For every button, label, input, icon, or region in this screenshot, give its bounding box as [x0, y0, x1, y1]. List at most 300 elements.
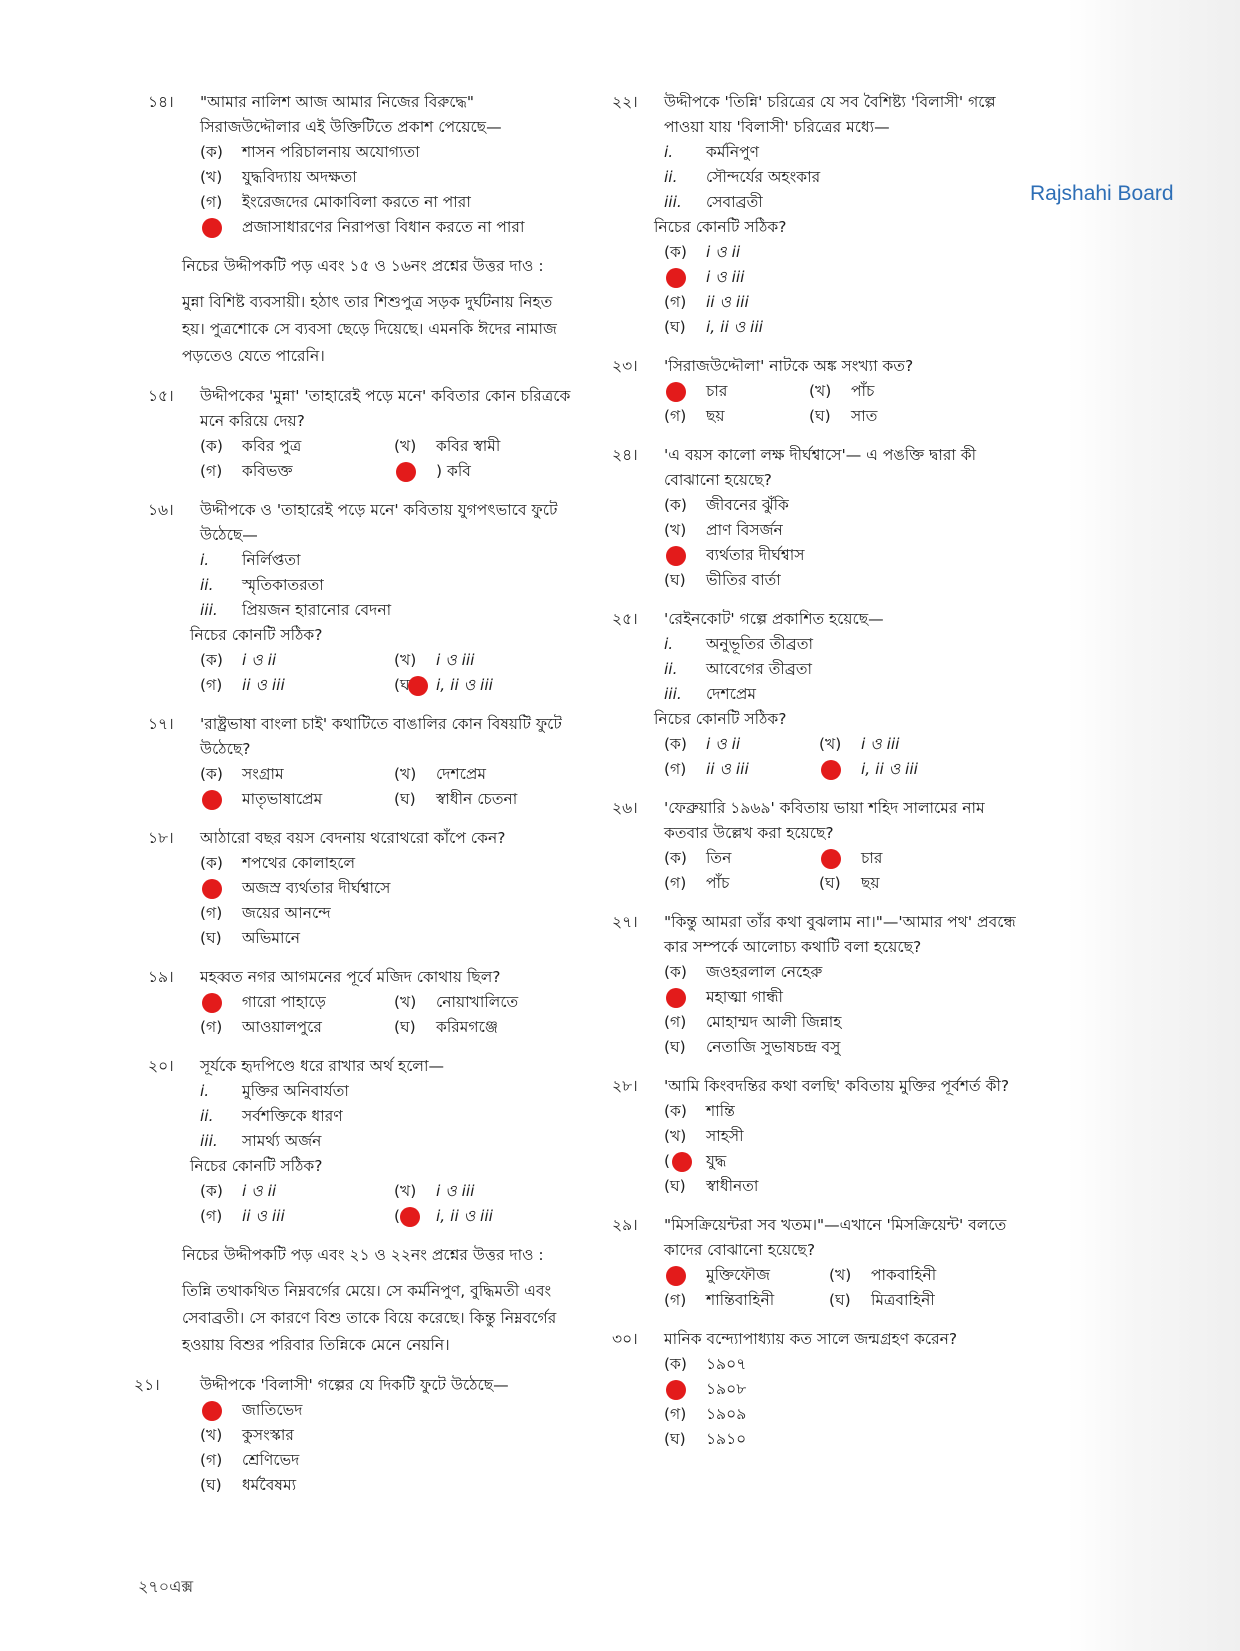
option-label: (ক)	[664, 735, 687, 753]
roman-text: স্মৃতিকাতরতা	[242, 576, 324, 594]
option-label: (ঘ)	[664, 1177, 686, 1195]
option-label: (ক)	[664, 963, 687, 981]
option-text: i ও iii	[861, 735, 900, 753]
option-text: ১৯১০	[706, 1430, 747, 1448]
option-marked[interactable]	[664, 1263, 819, 1288]
option-label: (ক)	[200, 143, 223, 161]
option-text: ii ও iii	[242, 676, 285, 694]
option-text: সংগ্রাম	[242, 765, 284, 783]
option-text: কবির পুত্র	[242, 437, 302, 455]
question-20	[148, 1054, 578, 1229]
answer-mark-dot	[666, 988, 686, 1008]
option-text: সাহসী	[706, 1127, 744, 1145]
roman-item	[664, 140, 1052, 165]
option-label: (ঘ)	[809, 407, 831, 425]
option-text: গারো পাহাড়ে	[242, 993, 326, 1011]
option[interactable]	[664, 315, 1052, 340]
question-text: "মিসক্রিয়েন্টরা সব খতম।"—এখানে 'মিসক্রিয়েন্ট' বলতে কাদের বোঝানো হয়েছে?	[664, 1216, 1007, 1259]
option-label: (গ)	[664, 293, 687, 311]
question-text: আঠারো বছর বয়স বেদনায় থরোথরো কাঁপে কেন?	[200, 829, 506, 847]
roman-label: i.	[664, 143, 674, 161]
option-text: করিমগঞ্জে	[436, 1018, 499, 1036]
option-label: (ঘ)	[664, 1430, 686, 1448]
question-17	[148, 712, 578, 812]
option[interactable]	[200, 459, 384, 484]
option-text: তিন	[706, 849, 732, 867]
option[interactable]	[664, 732, 809, 757]
option-text: ১৯০৯	[706, 1405, 747, 1423]
option-text: মোহাম্মদ আলী জিন্নাহ	[706, 1013, 842, 1031]
option[interactable]	[394, 1179, 578, 1204]
question-number: ২৮।	[612, 1077, 638, 1095]
option-text: ইংরেজদের মোকাবিলা করতে না পারা	[242, 193, 471, 211]
option-text: মুক্তিফৌজ	[706, 1266, 770, 1284]
roman-label: iii.	[664, 193, 682, 211]
option[interactable]	[200, 926, 578, 951]
option-text: শান্তিবাহিনী	[706, 1291, 775, 1309]
option-label: (গ)	[200, 1451, 223, 1469]
option-text: জাতিভেদ	[242, 1401, 303, 1419]
question-26	[612, 796, 1052, 896]
question-24	[612, 443, 1052, 593]
question-18	[148, 826, 578, 951]
option-label: (গ)	[664, 1291, 687, 1309]
board-label: Rajshahi Board	[1030, 182, 1174, 205]
option-text: মাতৃভাষাপ্রেম	[242, 790, 323, 808]
option-label: (খ)	[819, 735, 842, 753]
option-label: (গ)	[200, 1207, 223, 1225]
question-14	[148, 90, 578, 240]
option-text: ii ও iii	[706, 293, 749, 311]
option[interactable]	[664, 1035, 1052, 1060]
option-text: ভীতির বার্তা	[706, 571, 781, 589]
option-label: (খ)	[394, 437, 417, 455]
roman-text: কর্মনিপুণ	[706, 143, 760, 161]
option-label: (খ)	[394, 651, 417, 669]
option[interactable]	[200, 1473, 578, 1498]
question-30	[612, 1327, 1052, 1452]
option-text: জয়ের আনন্দে	[242, 904, 331, 922]
option-label: (ঘ)	[394, 790, 416, 808]
option-text: যুদ্ধ	[706, 1152, 727, 1170]
option-text: i, ii ও iii	[706, 318, 763, 336]
roman-item	[664, 682, 1052, 707]
option-marked[interactable]	[819, 846, 964, 871]
answer-mark-dot	[396, 462, 416, 482]
option-label: (	[664, 1152, 671, 1170]
option[interactable]	[819, 871, 964, 896]
option-label: (গ)	[664, 874, 687, 892]
answer-mark-dot	[202, 879, 222, 899]
option-label: (খ)	[664, 521, 687, 539]
option-marked[interactable]	[200, 215, 578, 240]
option-label: (ক)	[200, 1182, 223, 1200]
question-text: 'রাষ্ট্রভাষা বাংলা চাই' কথাটিতে বাঙালির কোন বিষয়টি ফুটে উঠেছে?	[200, 715, 562, 758]
option[interactable]	[394, 648, 578, 673]
option-text: পাকবাহিনী	[871, 1266, 937, 1284]
option-text: ) কবি	[436, 462, 471, 480]
option-text: অভিমানে	[242, 929, 300, 947]
answer-mark-dot	[666, 268, 686, 288]
question-number: ২৭।	[612, 913, 638, 931]
answer-mark-dot	[821, 849, 841, 869]
option-text: আওয়ালপুরে	[242, 1018, 322, 1036]
option-text: i, ii ও iii	[436, 676, 493, 694]
option-marked[interactable]	[819, 757, 964, 782]
option-text: কবিভক্ত	[242, 462, 293, 480]
option-marked[interactable]	[394, 459, 578, 484]
roman-text: সর্বশক্তিকে ধারণ	[242, 1107, 343, 1125]
roman-text: নির্লিপ্ততা	[242, 551, 301, 569]
option-marked[interactable]	[394, 1204, 578, 1229]
option[interactable]	[664, 290, 1052, 315]
question-text: সূর্যকে হৃদপিণ্ডে ধরে রাখার অর্থ হলো—	[200, 1057, 444, 1075]
option-label: (ঘ)	[664, 318, 686, 336]
roman-label: ii.	[200, 1107, 214, 1125]
option-label: (ক)	[664, 1102, 687, 1120]
option-text: ১৯০৮	[706, 1380, 747, 1398]
roman-item	[200, 573, 578, 598]
option-text: জওহরলাল নেহেরু	[706, 963, 823, 981]
option-marked[interactable]	[664, 543, 1052, 568]
option-text: প্রাণ বিসর্জন	[706, 521, 783, 539]
roman-item	[664, 190, 1052, 215]
option-text: ১৯০৭	[706, 1355, 747, 1373]
question-23	[612, 354, 1052, 429]
option-text: i, ii ও iii	[436, 1207, 493, 1225]
option-label: (খ)	[200, 1426, 223, 1444]
option[interactable]	[200, 901, 578, 926]
answer-mark-dot	[672, 1152, 692, 1172]
option-text: জীবনের ঝুঁকি	[706, 496, 789, 514]
roman-text: আবেগের তীব্রতা	[706, 660, 812, 678]
question-number: ২৯।	[612, 1216, 638, 1234]
option-marked[interactable]	[664, 265, 1052, 290]
answer-mark-dot	[408, 676, 428, 696]
option-label: (গ)	[200, 904, 223, 922]
option-label: (ক)	[200, 765, 223, 783]
option[interactable]	[200, 851, 578, 876]
roman-item	[664, 657, 1052, 682]
option[interactable]	[664, 1288, 819, 1313]
option[interactable]	[829, 1263, 984, 1288]
option[interactable]	[394, 787, 578, 812]
option-text: i ও ii	[242, 651, 277, 669]
option-label: (ক)	[664, 849, 687, 867]
question-number: ২৫।	[612, 610, 638, 628]
question-text: উদ্দীপকে 'বিলাসী' গল্পের যে দিকটি ফুটে উঠেছে—	[200, 1376, 509, 1394]
roman-label: iii.	[200, 601, 218, 619]
option[interactable]	[200, 1204, 384, 1229]
instruction: নিচের উদ্দীপকটি পড় এবং ১৫ ও ১৬নং প্রশ্নের উত্তর দাও :	[182, 257, 544, 275]
answer-mark-dot	[821, 760, 841, 780]
option-text: নেতাজি সুভাষচন্দ্র বসু	[706, 1038, 841, 1056]
option-text: মিত্রবাহিনী	[871, 1291, 935, 1309]
roman-label: ii.	[200, 576, 214, 594]
question-text: উদ্দীপকে 'তিন্নি' চরিত্রের যে সব বৈশিষ্ট্য 'বিলাসী' গল্পে পাওয়া যায় 'বিলাসী' চরিত্রের মধ্যে—	[664, 93, 996, 136]
option[interactable]	[200, 1448, 578, 1473]
question-text: মানিক বন্দ্যোপাধ্যায় কত সালে জন্মগ্রহণ করেন?	[664, 1330, 958, 1348]
option[interactable]	[664, 871, 809, 896]
option-label: (ঘ)	[829, 1291, 851, 1309]
question-number: ১৯।	[148, 968, 174, 986]
roman-text: অনুভূতির তীব্রতা	[706, 635, 813, 653]
option-label: (খ)	[394, 1182, 417, 1200]
question-15	[148, 384, 578, 484]
option-label: (গ)	[664, 1405, 687, 1423]
option-label: (গ)	[664, 760, 687, 778]
stimulus: মুন্না বিশিষ্ট ব্যবসায়ী। হঠাৎ তার শিশুপুত্র সড়ক দুর্ঘটনায় নিহত হয়। পুত্রশোকে সে ব্যবসা ছেড়ে দিয়েছে। এমনকি ঈদের নামাজ পড়তেও যেতে পারেনি।	[182, 293, 557, 365]
option-label: (গ)	[664, 1013, 687, 1031]
option-text: i ও ii	[706, 243, 741, 261]
option-text: ii ও iii	[706, 760, 749, 778]
question-text: 'ফেব্রুয়ারি ১৯৬৯' কবিতায় ভায়া শহিদ সালামের নাম কতবার উল্লেখ করা হয়েছে?	[664, 799, 985, 842]
option-text: শাসন পরিচালনায় অযোগ্যতা	[242, 143, 420, 161]
option-text: i ও iii	[706, 268, 745, 286]
stimulus: তিন্নি তথাকথিত নিম্নবর্গের মেয়ে। সে কর্মনিপুণ, বুদ্ধিমতী এবং সেবাব্রতী। সে কারণে বিশু তাকে বিয়ে করেছে। কিন্তু নিম্নবর্গের হওয়ায় বিশুর পরিবার তিন্নিকে মেনে নেয়নি।	[182, 1282, 557, 1354]
option-label: (খ)	[664, 1127, 687, 1145]
question-text: উদ্দীপকে ও 'তাহারেই পড়ে মনে' কবিতায় যুগপৎভাবে ফুটে উঠেছে—	[200, 501, 558, 544]
option[interactable]	[394, 434, 578, 459]
option-marked[interactable]	[664, 379, 799, 404]
option[interactable]	[664, 518, 1052, 543]
roman-text: প্রিয়জন হারানোর বেদনা	[242, 601, 392, 619]
option[interactable]	[664, 960, 1052, 985]
option-text: সাত	[851, 407, 878, 425]
roman-item	[200, 1079, 578, 1104]
option-label: (ঘ)	[394, 1018, 416, 1036]
right-column	[612, 90, 1052, 1466]
option[interactable]	[200, 648, 384, 673]
option-text: দেশপ্রেম	[436, 765, 487, 783]
option-text: শপথের কোলাহলে	[242, 854, 356, 872]
option[interactable]	[200, 1015, 384, 1040]
question-text: "কিন্তু আমরা তাঁর কথা বুঝলাম না।"—'আমার পথ' প্রবন্ধে কার সম্পর্কে আলোচ্য কথাটি বলা হয়েছে?	[664, 913, 1016, 956]
instruction: নিচের উদ্দীপকটি পড় এবং ২১ ও ২২নং প্রশ্নের উত্তর দাও :	[182, 1246, 544, 1264]
option[interactable]	[200, 165, 578, 190]
option-text: অজস্র ব্যর্থতার দীর্ঘশ্বাসে	[242, 879, 391, 897]
option[interactable]	[809, 404, 944, 429]
roman-text: মুক্তির অনিবার্যতা	[242, 1082, 349, 1100]
option-text: চার	[861, 849, 883, 867]
roman-label: iii.	[200, 1132, 218, 1150]
option-marked[interactable]	[200, 1398, 578, 1423]
option-text: i ও iii	[436, 1182, 475, 1200]
which-correct: নিচের কোনটি সঠিক?	[654, 710, 787, 728]
option[interactable]	[394, 762, 578, 787]
question-number: ২৬।	[612, 799, 638, 817]
option-text: পাঁচ	[706, 874, 730, 892]
answer-mark-dot	[666, 1266, 686, 1286]
roman-item	[664, 632, 1052, 657]
option-label: (খ)	[394, 765, 417, 783]
which-correct: নিচের কোনটি সঠিক?	[654, 218, 787, 236]
option[interactable]	[200, 140, 578, 165]
option[interactable]	[200, 673, 384, 698]
question-number: ১৪।	[148, 93, 174, 111]
question-number: ১৫।	[148, 387, 174, 405]
option[interactable]	[664, 846, 809, 871]
question-number: ১৬।	[148, 501, 174, 519]
option-label: (গ)	[200, 1018, 223, 1036]
answer-mark-dot	[202, 1401, 222, 1421]
option-text: যুদ্ধবিদ্যায় অদক্ষতা	[242, 168, 357, 186]
option-label: (খ)	[200, 168, 223, 186]
option[interactable]	[819, 732, 964, 757]
roman-text: সামর্থ্য অর্জন	[242, 1132, 322, 1150]
option[interactable]	[200, 1423, 578, 1448]
which-correct: নিচের কোনটি সঠিক?	[190, 1157, 323, 1175]
which-correct: নিচের কোনটি সঠিক?	[190, 626, 323, 644]
question-number: ২১।	[134, 1376, 160, 1394]
footer-code: ২৭০এক্স	[138, 1577, 194, 1596]
roman-label: i.	[200, 551, 210, 569]
option[interactable]	[200, 1179, 384, 1204]
roman-item	[200, 1129, 578, 1154]
option[interactable]	[664, 1124, 1052, 1149]
option-text: ব্যর্থতার দীর্ঘশ্বাস	[706, 546, 805, 564]
option-marked[interactable]	[664, 985, 1052, 1010]
option-text: কবির স্বামী	[436, 437, 501, 455]
option-text: i ও iii	[436, 651, 475, 669]
option-text: স্বাধীনতা	[706, 1177, 759, 1195]
option-text: স্বাধীন চেতনা	[436, 790, 518, 808]
option[interactable]	[829, 1288, 984, 1313]
roman-label: ii.	[664, 660, 678, 678]
option-text: ii ও iii	[242, 1207, 285, 1225]
option-text: নোয়াখালিতে	[436, 993, 519, 1011]
option-text: ছয়	[861, 874, 880, 892]
option-text: কুসংস্কার	[242, 1426, 294, 1444]
question-16	[148, 498, 578, 698]
roman-label: i.	[200, 1082, 210, 1100]
option-text: পাঁচ	[851, 382, 875, 400]
answer-mark-dot	[202, 790, 222, 810]
option-label: (খ)	[829, 1266, 852, 1284]
question-19	[148, 965, 578, 1040]
option[interactable]	[200, 762, 384, 787]
roman-text: সেবাব্রতী	[706, 193, 763, 211]
option-text: প্রজাসাধারণের নিরাপত্তা বিধান করতে না পারা	[242, 218, 525, 236]
option[interactable]	[664, 1010, 1052, 1035]
option[interactable]	[664, 493, 1052, 518]
roman-label: iii.	[664, 685, 682, 703]
option[interactable]	[200, 190, 578, 215]
option[interactable]	[664, 240, 1052, 265]
question-number: ২২।	[612, 93, 638, 111]
question-number: ১৭।	[148, 715, 174, 733]
option-label: (ক)	[664, 496, 687, 514]
option-label: (ক)	[200, 437, 223, 455]
option-text: i ও ii	[242, 1182, 277, 1200]
question-27	[612, 910, 1052, 1060]
left-column	[134, 90, 578, 1512]
question-text: 'এ বয়স কালো লক্ষ দীর্ঘশ্বাসে'— এ পঙক্তি দ্বারা কী বোঝানো হয়েছে?	[664, 446, 977, 489]
roman-text: দেশপ্রেম	[706, 685, 757, 703]
option[interactable]	[394, 990, 578, 1015]
answer-mark-dot	[400, 1207, 420, 1227]
option[interactable]	[664, 1427, 1052, 1452]
answer-mark-dot	[666, 546, 686, 566]
question-text: 'আমি কিংবদন্তির কথা বলছি' কবিতায় মুক্তির পূর্বশর্ত কী?	[664, 1077, 1010, 1095]
question-25	[612, 607, 1052, 782]
question-number: ৩০।	[612, 1330, 638, 1348]
option-label: (খ)	[394, 993, 417, 1011]
option[interactable]	[664, 568, 1052, 593]
answer-mark-dot	[202, 218, 222, 238]
question-number: ২৪।	[612, 446, 638, 464]
roman-item	[200, 1104, 578, 1129]
option-marked[interactable]	[664, 1149, 1052, 1174]
option-label: (গ)	[664, 407, 687, 425]
option-marked[interactable]	[200, 990, 384, 1015]
option-text: i ও ii	[706, 735, 741, 753]
option-label: (ক)	[200, 854, 223, 872]
option[interactable]	[664, 1174, 1052, 1199]
question-number: ১৮।	[148, 829, 174, 847]
option-label: (ঘ)	[664, 571, 686, 589]
option[interactable]	[664, 757, 809, 782]
question-text: 'সিরাজউদ্দৌলা' নাটকে অঙ্ক সংখ্যা কত?	[664, 357, 914, 375]
option-marked[interactable]	[664, 1377, 1052, 1402]
roman-label: ii.	[664, 168, 678, 186]
option-label: (ক)	[200, 651, 223, 669]
answer-mark-dot	[202, 993, 222, 1013]
option-text: শ্রেণিভেদ	[242, 1451, 300, 1469]
option-label: (ঘ	[394, 676, 410, 694]
option-label: (ঘ)	[200, 929, 222, 947]
option-text: মহাত্মা গান্ধী	[706, 988, 783, 1006]
option-label: (ঘ)	[819, 874, 841, 892]
question-number: ২০।	[148, 1057, 174, 1075]
option-label: (গ)	[200, 462, 223, 480]
answer-mark-dot	[666, 1380, 686, 1400]
option[interactable]	[664, 404, 799, 429]
roman-text: সৌন্দর্যের অহংকার	[706, 168, 821, 186]
option-text: ধর্মবৈষম্য	[242, 1476, 297, 1494]
option[interactable]	[664, 1099, 1052, 1124]
option-text: i, ii ও iii	[861, 760, 918, 778]
option[interactable]	[200, 434, 384, 459]
option-marked[interactable]	[200, 787, 384, 812]
option-label: (	[394, 1207, 401, 1225]
roman-item	[664, 165, 1052, 190]
roman-item	[200, 598, 578, 623]
question-text: "আমার নালিশ আজ আমার নিজের বিরুদ্ধে" সিরাজউদ্দৌলার এই উক্তিটিতে প্রকাশ পেয়েছে—	[200, 93, 502, 136]
option-label: (ক)	[664, 1355, 687, 1373]
option[interactable]	[664, 1352, 1052, 1377]
option[interactable]	[809, 379, 944, 404]
option-label: (ঘ)	[200, 1476, 222, 1494]
option-marked[interactable]	[394, 673, 578, 698]
question-21	[134, 1373, 578, 1498]
option-marked[interactable]	[200, 876, 578, 901]
option-label: (গ)	[200, 676, 223, 694]
option-label: (ঘ)	[664, 1038, 686, 1056]
roman-item	[200, 548, 578, 573]
option-label: (গ)	[200, 193, 223, 211]
roman-label: i.	[664, 635, 674, 653]
question-text: 'রেইনকোট' গল্পে প্রকাশিত হয়েছে—	[664, 610, 884, 628]
option[interactable]	[664, 1402, 1052, 1427]
scan-gutter	[1068, 0, 1240, 1651]
option-label: (ক)	[664, 243, 687, 261]
answer-mark-dot	[666, 382, 686, 402]
option-text: চার	[706, 382, 728, 400]
option[interactable]	[394, 1015, 578, 1040]
option-text: শান্তি	[706, 1102, 735, 1120]
question-text: উদ্দীপকের 'মুন্না' 'তাহারেই পড়ে মনে' কবিতার কোন চরিত্রকে মনে করিয়ে দেয়?	[200, 387, 571, 430]
